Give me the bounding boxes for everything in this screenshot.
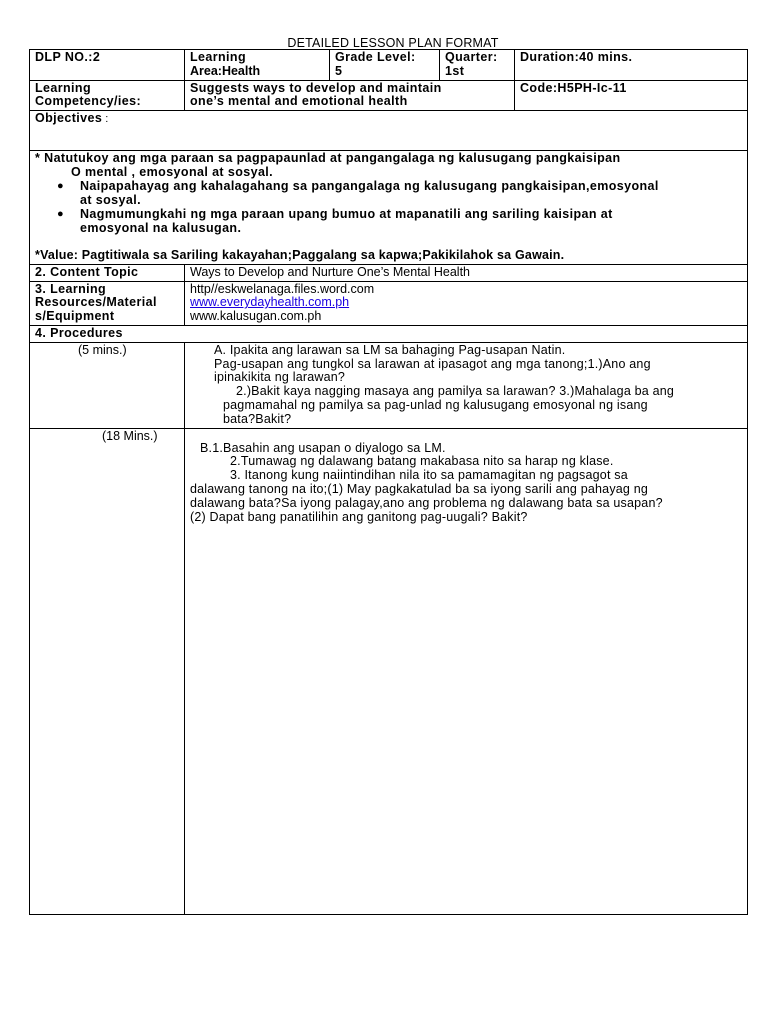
objective-bullet-1: ● Naipapahayag ang kahalagahang sa pangangalaga ng kalusugang pangkaisipan,emosyonal at sosyal.: [57, 178, 659, 207]
competency-text: Suggests ways to develop and maintain one’s mental and emotional health: [185, 80, 515, 111]
step-2-time: (18 Mins.): [30, 428, 185, 914]
dlp-no: DLP NO.:2: [30, 50, 185, 81]
procedures-label: 4. Procedures: [30, 325, 748, 342]
objectives-content: [30, 151, 748, 265]
objective-main: * Natutukoy ang mga paraan sa pagpapaunlad at pangangalaga ng kalusugang pangkaisipan: [35, 151, 621, 166]
objectives-content-row: [30, 151, 748, 265]
competency-row: [30, 80, 748, 111]
objectives-label: Objectives :: [30, 111, 748, 151]
grade-level: Grade Level: 5: [330, 50, 440, 81]
step-2-content: B.1.Basahin ang usapan o diyalogo sa LM. 2.Tumawag ng dalawang batang makabasa nito sa harap ng klase. 3. Itanong kung naiintindihan nila ito sa pamamagitan ng pagsagot sa dalawang tanong na ito;(1) May pagkakatulad ba sa iyong sarili ang pahayag ng dalawang bata?Sa iyong palagay,ano ang problema ng dalawang bata sa usapan? (2) Dapat bang panatilihin ang ganitong pag-uugali? Bakit?: [185, 428, 748, 914]
content-topic-row: [30, 264, 748, 281]
header-row: [30, 50, 748, 81]
resource-link-1: http//eskwelanaga.files.word.com: [190, 281, 375, 296]
value-statement: *Value: Pagtitiwala sa Sariling kakayahan;Paggalang sa kapwa;Pakikilahok sa Gawain.: [35, 247, 565, 262]
procedure-step-2: [30, 428, 748, 914]
bullet-icon: ●: [57, 208, 65, 221]
resources-label: 3. Learning Resources/Material s/Equipment: [30, 281, 185, 325]
resource-link-3: www.kalusugan.com.ph: [190, 309, 322, 324]
procedure-step-1: [30, 342, 748, 428]
resources-row: [30, 281, 748, 325]
resource-link-2[interactable]: www.everydayhealth.com.ph: [190, 295, 350, 310]
document-title: DETAILED LESSON PLAN FORMAT: [287, 36, 499, 50]
objective-bullet-2: ● Nagmumungkahi ng mga paraan upang bumuo at mapanatili ang sariling kaisipan at emosyonal na kalusugan.: [57, 207, 613, 236]
quarter: Quarter: 1st: [440, 50, 515, 81]
objective-main-cont: O mental , emosyonal at sosyal.: [71, 164, 274, 179]
step-1-time: (5 mins.): [30, 342, 185, 428]
procedures-label-row: [30, 325, 748, 342]
step-1-content: A. Ipakita ang larawan sa LM sa bahaging Pag-usapan Natin. Pag-usapan ang tungkol sa larawan at ipasagot ang mga tanong;1.)Ano ang ipinakikita ng larawan? 2.)Bakit kaya nagging masaya ang pamilya sa larawan? 3.)Mahalaga ba ang pagmamahal ng pamilya sa pag-unlad ng kalusugang emosyonal ng isang bata?Bakit?: [185, 342, 748, 428]
content-topic-text: Ways to Develop and Nurture One’s Mental Health: [185, 264, 748, 281]
resources-list: [185, 281, 748, 325]
objective-bullets: [35, 180, 742, 236]
learning-area: Learning Area:Health: [185, 50, 330, 81]
lesson-plan-table: [29, 49, 748, 915]
duration: Duration:40 mins.: [515, 50, 748, 81]
objectives-label-row: [30, 111, 748, 151]
competency-label: Learning Competency/ies:: [30, 80, 185, 111]
competency-code: Code:H5PH-Ic-11: [515, 80, 748, 111]
content-topic-label: 2. Content Topic: [30, 264, 185, 281]
bullet-icon: ●: [57, 179, 65, 192]
